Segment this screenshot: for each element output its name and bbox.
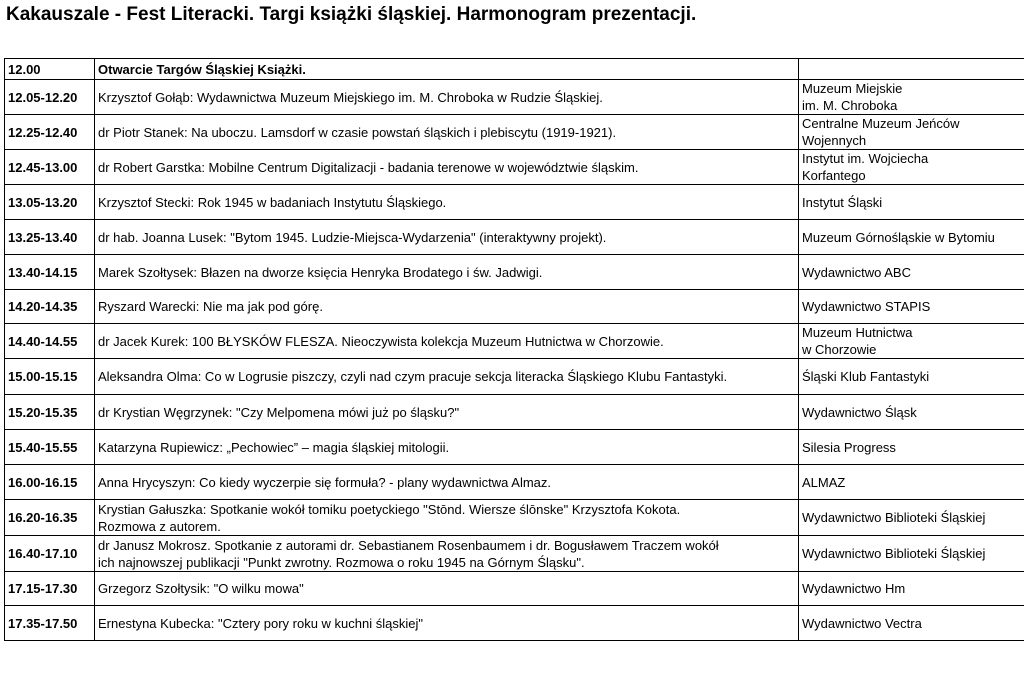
- institution-cell: [799, 185, 1024, 220]
- schedule-row: [5, 430, 1024, 465]
- institution-line: Korfantego: [802, 168, 866, 183]
- topic-cell: [95, 572, 799, 606]
- institution-line: Wydawnictwo STAPIS: [802, 299, 931, 314]
- schedule-row: [5, 290, 1024, 324]
- topic-cell: [95, 500, 799, 536]
- topic-cell: [95, 359, 799, 395]
- topic-line: Ernestyna Kubecka: "Cztery pory roku w kuchni śląskiej": [98, 615, 423, 631]
- institution-cell: [799, 255, 1024, 290]
- institution-line: im. M. Chroboka: [802, 98, 898, 113]
- schedule-row: [5, 395, 1024, 430]
- time-cell: 12.45-13.00: [5, 150, 95, 185]
- topic-line: Anna Hrycyszyn: Co kiedy wyczerpie się formuła? - plany wydawnictwa Almaz.: [98, 474, 552, 490]
- time-cell: 16.20-16.35: [5, 500, 95, 536]
- institution-line: Wydawnictwo Śląsk: [802, 404, 917, 420]
- institution-cell: [799, 536, 1024, 572]
- topic-cell: [95, 536, 799, 572]
- schedule-row: [5, 59, 1024, 80]
- institution-line: Wydawnictwo Hm: [802, 581, 906, 596]
- topic-cell: [95, 185, 799, 220]
- institution-line: w Chorzowie: [802, 342, 877, 357]
- schedule-row: [5, 359, 1024, 395]
- schedule-row: [5, 255, 1024, 290]
- schedule-row: [5, 80, 1024, 115]
- topic-cell: [95, 255, 799, 290]
- institution-cell: [799, 115, 1024, 150]
- topic-line: dr Piotr Stanek: Na uboczu. Lamsdorf w czasie powstań śląskich i plebiscytu (1919-1921).: [98, 124, 617, 140]
- topic-cell: [95, 290, 799, 324]
- topic-cell: [95, 115, 799, 150]
- schedule-row: [5, 572, 1024, 606]
- topic-cell: [95, 606, 799, 641]
- institution-cell: [799, 606, 1024, 641]
- institution-line: Muzeum Górnośląskie w Bytomiu: [802, 229, 995, 245]
- topic-line: Krzysztof Gołąb: Wydawnictwa Muzeum Miejskiego im. M. Chroboka w Rudzie Śląskiej.: [98, 89, 603, 105]
- time-cell: 17.35-17.50: [5, 606, 95, 641]
- time-cell: 16.40-17.10: [5, 536, 95, 572]
- time-cell: 12.05-12.20: [5, 80, 95, 115]
- topic-line: dr Janusz Mokrosz. Spotkanie z autorami dr. Sebastianem Rosenbaumem i dr. Bogusławem Traczem wokół: [98, 537, 719, 553]
- topic-cell: [95, 150, 799, 185]
- institution-cell: [799, 324, 1024, 359]
- schedule-row: [5, 465, 1024, 500]
- schedule-row: [5, 324, 1024, 359]
- time-cell: 15.00-15.15: [5, 359, 95, 395]
- time-cell: 12.00: [5, 59, 95, 80]
- institution-cell: [799, 430, 1024, 465]
- time-cell: 12.25-12.40: [5, 115, 95, 150]
- institution-line: Instytut Śląski: [802, 194, 883, 210]
- topic-line: dr Jacek Kurek: 100 BŁYSKÓW FLESZA. Nieoczywista kolekcja Muzeum Hutnictwa w Chorzowie.: [98, 333, 664, 349]
- topic-line: Ryszard Warecki: Nie ma jak pod górę.: [98, 299, 323, 314]
- schedule-row: [5, 606, 1024, 641]
- schedule-row: [5, 500, 1024, 536]
- topic-cell: [95, 59, 799, 80]
- topic-line: Otwarcie Targów Śląskiej Książki.: [98, 61, 306, 77]
- institution-line: Wojennych: [802, 133, 867, 148]
- schedule-row: [5, 185, 1024, 220]
- topic-line: dr Krystian Węgrzynek: "Czy Melpomena mówi już po śląsku?": [98, 404, 460, 420]
- topic-cell: [95, 80, 799, 115]
- topic-line: Krzysztof Stecki: Rok 1945 w badaniach Instytutu Śląskiego.: [98, 194, 447, 210]
- time-cell: 15.40-15.55: [5, 430, 95, 465]
- institution-line: Wydawnictwo Biblioteki Śląskiej: [802, 510, 986, 525]
- time-cell: 14.40-14.55: [5, 324, 95, 359]
- topic-line: Marek Szołtysek: Błazen na dworze księcia Henryka Brodatego i św. Jadwigi.: [98, 264, 543, 280]
- schedule-row: [5, 115, 1024, 150]
- institution-line: Wydawnictwo Biblioteki Śląskiej: [802, 546, 986, 561]
- topic-line: Aleksandra Olma: Co w Logrusie piszczy, czyli nad czym pracuje sekcja literacka Śląskiego Klubu Fantastyki.: [98, 369, 728, 384]
- schedule-row: [5, 220, 1024, 255]
- topic-line: Grzegorz Szołtysik: "O wilku mowa": [98, 581, 304, 596]
- time-cell: 13.25-13.40: [5, 220, 95, 255]
- topic-line: dr hab. Joanna Lusek: "Bytom 1945. Ludzie-Miejsca-Wydarzenia" (interaktywny projekt).: [98, 229, 607, 245]
- schedule-body: [5, 59, 1024, 641]
- time-cell: 17.15-17.30: [5, 572, 95, 606]
- institution-line: Wydawnictwo ABC: [802, 264, 911, 280]
- institution-cell: [799, 80, 1024, 115]
- institution-cell: [799, 290, 1024, 324]
- topic-line: Katarzyna Rupiewicz: „Pechowiec” – magia śląskiej mitologii.: [98, 439, 450, 455]
- page-title: Kakauszale - Fest Literacki. Targi książki śląskiej. Harmonogram prezentacji.: [6, 4, 697, 25]
- institution-line: Centralne Muzeum Jeńców: [802, 116, 960, 131]
- institution-line: ALMAZ: [802, 474, 846, 490]
- institution-line: Instytut im. Wojciecha: [802, 151, 929, 166]
- institution-cell: [799, 220, 1024, 255]
- institution-cell: [799, 465, 1024, 500]
- institution-cell: [799, 150, 1024, 185]
- time-cell: 16.00-16.15: [5, 465, 95, 500]
- time-cell: 14.20-14.35: [5, 290, 95, 324]
- institution-cell: [799, 500, 1024, 536]
- topic-line: Krystian Gałuszka: Spotkanie wokół tomiku poetyckiego "Stōnd. Wiersze ślōnske" Krzysztofa Kokota.: [98, 501, 681, 517]
- topic-line: dr Robert Garstka: Mobilne Centrum Digitalizacji - badania terenowe w województwie śląskim.: [98, 159, 639, 175]
- schedule-row: [5, 536, 1024, 572]
- institution-line: Silesia Progress: [802, 439, 896, 455]
- schedule-row: [5, 150, 1024, 185]
- institution-cell: [799, 59, 1024, 80]
- topic-cell: [95, 220, 799, 255]
- topic-cell: [95, 465, 799, 500]
- topic-line: Rozmowa z autorem.: [98, 518, 221, 534]
- topic-cell: [95, 324, 799, 359]
- time-cell: 13.05-13.20: [5, 185, 95, 220]
- topic-cell: [95, 430, 799, 465]
- schedule-table: [4, 58, 1024, 641]
- topic-line: ich najnowszej publikacji "Punkt zwrotny. Rozmowa o roku 1945 na Górnym Śląsku".: [98, 554, 585, 570]
- institution-line: Śląski Klub Fantastyki: [802, 369, 930, 384]
- institution-cell: [799, 359, 1024, 395]
- time-cell: 13.40-14.15: [5, 255, 95, 290]
- institution-line: Wydawnictwo Vectra: [802, 615, 922, 631]
- institution-cell: [799, 572, 1024, 606]
- topic-cell: [95, 395, 799, 430]
- time-cell: 15.20-15.35: [5, 395, 95, 430]
- institution-line: Muzeum Hutnictwa: [802, 325, 913, 340]
- institution-line: Muzeum Miejskie: [802, 81, 903, 96]
- institution-cell: [799, 395, 1024, 430]
